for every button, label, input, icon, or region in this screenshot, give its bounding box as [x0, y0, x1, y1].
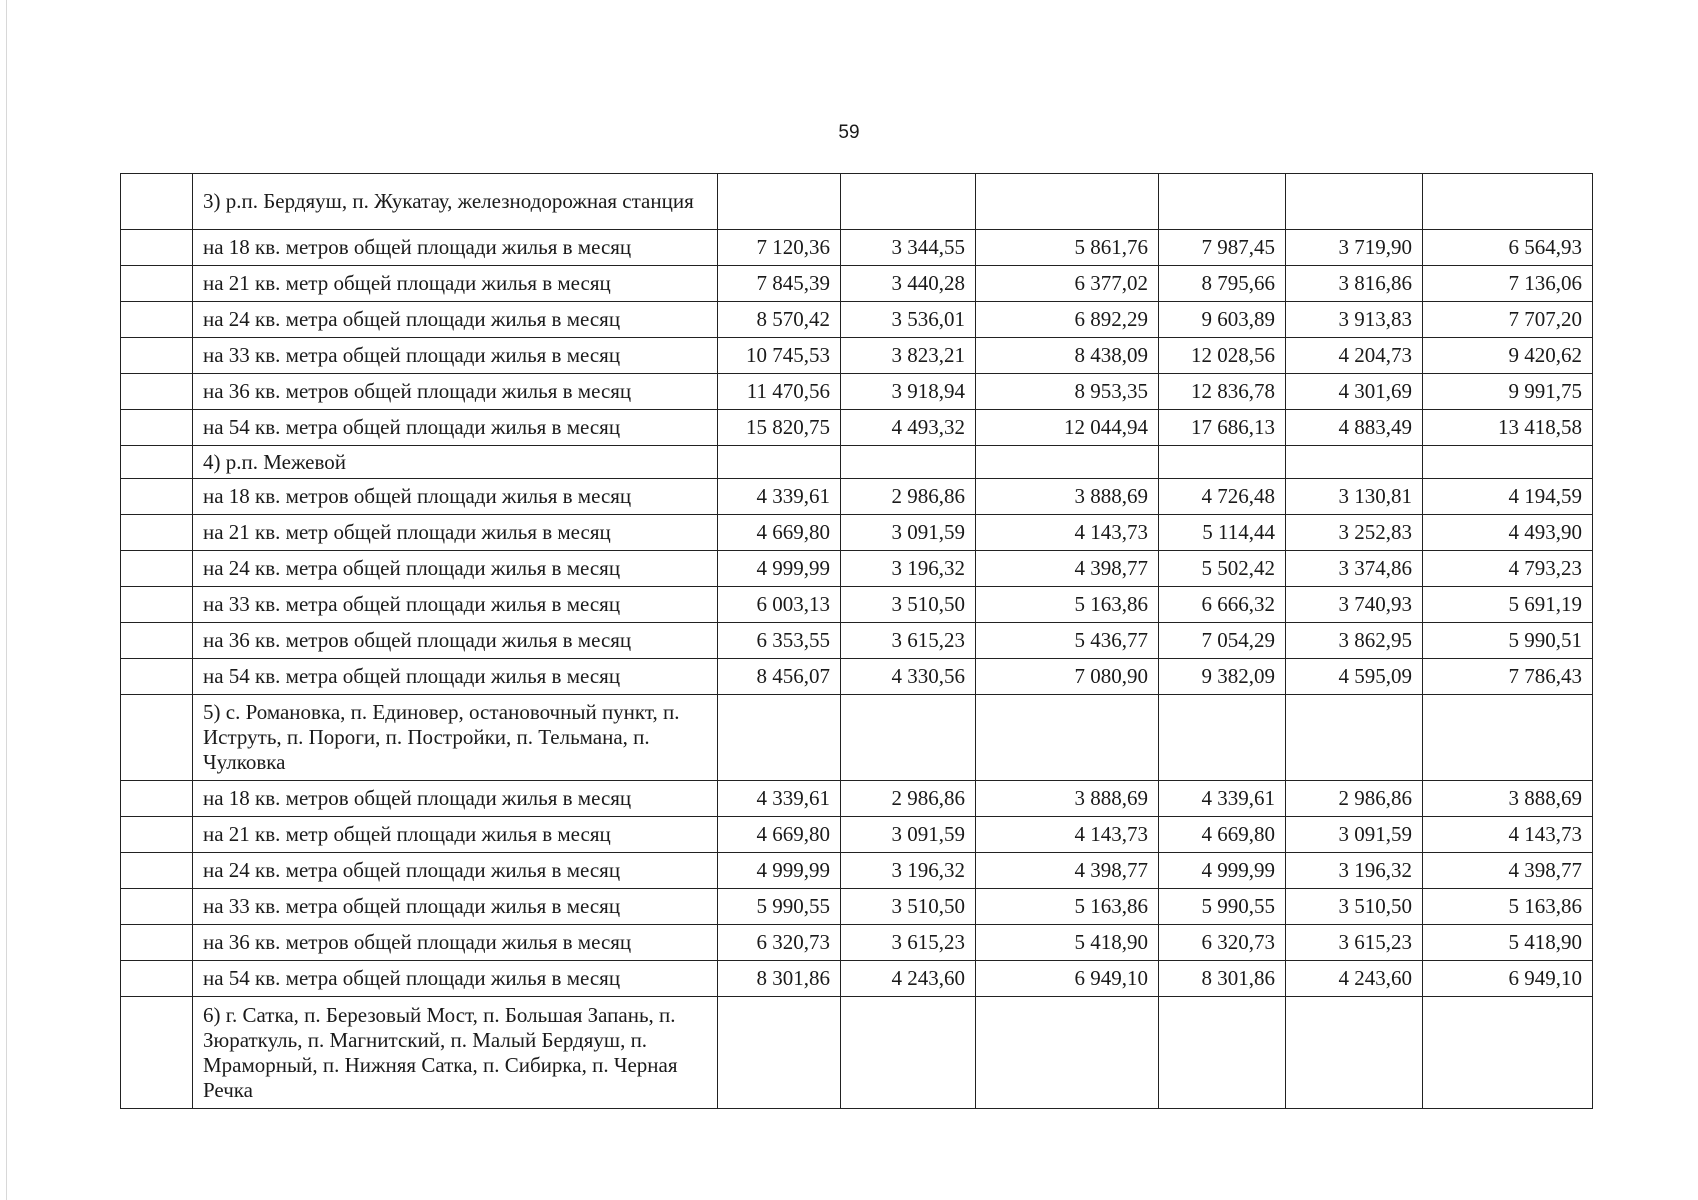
value-cell: 3 536,01 [841, 302, 976, 338]
value-cell: 7 707,20 [1423, 302, 1593, 338]
value-cell: 5 990,55 [1159, 889, 1286, 925]
row-label: на 33 кв. метра общей площади жилья в месяц [193, 889, 718, 925]
empty-cell [1159, 997, 1286, 1109]
table-row [121, 302, 1593, 338]
value-cell: 17 686,13 [1159, 410, 1286, 446]
row-number-cell [121, 853, 193, 889]
row-label: на 33 кв. метра общей площади жилья в месяц [193, 587, 718, 623]
value-cell: 3 510,50 [841, 587, 976, 623]
value-cell: 4 398,77 [976, 853, 1159, 889]
row-label: на 24 кв. метра общей площади жилья в месяц [193, 853, 718, 889]
value-cell: 2 986,86 [1286, 781, 1423, 817]
value-cell: 4 204,73 [1286, 338, 1423, 374]
value-cell: 4 194,59 [1423, 479, 1593, 515]
table-row [121, 374, 1593, 410]
value-cell: 7 136,06 [1423, 266, 1593, 302]
value-cell: 4 669,80 [718, 817, 841, 853]
value-cell: 11 470,56 [718, 374, 841, 410]
row-label: на 54 кв. метра общей площади жилья в месяц [193, 659, 718, 695]
section-header-row [121, 695, 1593, 781]
table-row [121, 659, 1593, 695]
table-row [121, 889, 1593, 925]
empty-cell [1423, 695, 1593, 781]
empty-cell [841, 174, 976, 230]
value-cell: 6 377,02 [976, 266, 1159, 302]
value-cell: 3 816,86 [1286, 266, 1423, 302]
value-cell: 3 510,50 [1286, 889, 1423, 925]
value-cell: 7 054,29 [1159, 623, 1286, 659]
table-row [121, 623, 1593, 659]
table-row [121, 781, 1593, 817]
page-number: 59 [838, 122, 860, 143]
table-row [121, 410, 1593, 446]
value-cell: 4 339,61 [718, 781, 841, 817]
empty-cell [976, 997, 1159, 1109]
row-label: на 36 кв. метров общей площади жилья в месяц [193, 374, 718, 410]
section-header: 4) р.п. Межевой [193, 446, 718, 479]
value-cell: 6 949,10 [1423, 961, 1593, 997]
empty-cell [976, 695, 1159, 781]
table-body [121, 174, 1593, 1109]
value-cell: 13 418,58 [1423, 410, 1593, 446]
row-number-cell [121, 695, 193, 781]
value-cell: 3 091,59 [1286, 817, 1423, 853]
value-cell: 3 196,32 [841, 551, 976, 587]
table-row [121, 551, 1593, 587]
row-label: на 18 кв. метров общей площади жилья в месяц [193, 230, 718, 266]
value-cell: 3 823,21 [841, 338, 976, 374]
value-cell: 4 595,09 [1286, 659, 1423, 695]
row-number-cell [121, 817, 193, 853]
tariff-table [120, 173, 1593, 1109]
row-label: на 21 кв. метр общей площади жилья в месяц [193, 817, 718, 853]
row-number-cell [121, 781, 193, 817]
value-cell: 3 888,69 [1423, 781, 1593, 817]
row-number-cell [121, 587, 193, 623]
value-cell: 3 615,23 [1286, 925, 1423, 961]
value-cell: 4 143,73 [976, 515, 1159, 551]
value-cell: 4 143,73 [976, 817, 1159, 853]
value-cell: 3 091,59 [841, 817, 976, 853]
row-number-cell [121, 446, 193, 479]
value-cell: 3 918,94 [841, 374, 976, 410]
section-header: 6) г. Сатка, п. Березовый Мост, п. Большая Запань, п. Зюраткуль, п. Магнитский, п. Малый Бердяуш, п. Мраморный, п. Нижняя Сатка, п. Сибирка, п. Черная Речка [193, 997, 718, 1109]
row-number-cell [121, 479, 193, 515]
row-number-cell [121, 623, 193, 659]
row-label: на 21 кв. метр общей площади жилья в месяц [193, 515, 718, 551]
value-cell: 9 991,75 [1423, 374, 1593, 410]
value-cell: 4 669,80 [718, 515, 841, 551]
row-label: на 24 кв. метра общей площади жилья в месяц [193, 302, 718, 338]
value-cell: 6 892,29 [976, 302, 1159, 338]
value-cell: 3 615,23 [841, 925, 976, 961]
value-cell: 8 570,42 [718, 302, 841, 338]
empty-cell [1423, 174, 1593, 230]
row-label: на 33 кв. метра общей площади жилья в месяц [193, 338, 718, 374]
value-cell: 4 793,23 [1423, 551, 1593, 587]
empty-cell [1286, 695, 1423, 781]
value-cell: 3 862,95 [1286, 623, 1423, 659]
value-cell: 5 861,76 [976, 230, 1159, 266]
empty-cell [1159, 695, 1286, 781]
table-row [121, 853, 1593, 889]
empty-cell [1423, 446, 1593, 479]
value-cell: 4 883,49 [1286, 410, 1423, 446]
row-number-cell [121, 266, 193, 302]
value-cell: 3 130,81 [1286, 479, 1423, 515]
section-header: 5) с. Романовка, п. Единовер, остановочный пункт, п. Иструть, п. Пороги, п. Постройки, п. Тельмана, п. Чулковка [193, 695, 718, 781]
empty-cell [718, 174, 841, 230]
value-cell: 6 320,73 [718, 925, 841, 961]
row-number-cell [121, 302, 193, 338]
value-cell: 3 196,32 [1286, 853, 1423, 889]
value-cell: 3 888,69 [976, 479, 1159, 515]
row-label: на 36 кв. метров общей площади жилья в месяц [193, 925, 718, 961]
empty-cell [718, 997, 841, 1109]
row-number-cell [121, 374, 193, 410]
value-cell: 6 949,10 [976, 961, 1159, 997]
value-cell: 4 398,77 [1423, 853, 1593, 889]
scan-edge [6, 0, 7, 1200]
value-cell: 7 786,43 [1423, 659, 1593, 695]
value-cell: 6 320,73 [1159, 925, 1286, 961]
row-label: на 54 кв. метра общей площади жилья в месяц [193, 410, 718, 446]
value-cell: 4 999,99 [718, 551, 841, 587]
value-cell: 5 691,19 [1423, 587, 1593, 623]
value-cell: 12 044,94 [976, 410, 1159, 446]
value-cell: 3 374,86 [1286, 551, 1423, 587]
section-header-row [121, 174, 1593, 230]
empty-cell [1286, 174, 1423, 230]
table-row [121, 230, 1593, 266]
value-cell: 10 745,53 [718, 338, 841, 374]
value-cell: 8 438,09 [976, 338, 1159, 374]
table-row [121, 925, 1593, 961]
value-cell: 3 252,83 [1286, 515, 1423, 551]
row-number-cell [121, 410, 193, 446]
row-label: на 24 кв. метра общей площади жилья в месяц [193, 551, 718, 587]
value-cell: 4 330,56 [841, 659, 976, 695]
row-number-cell [121, 338, 193, 374]
row-label: на 18 кв. метров общей площади жилья в месяц [193, 479, 718, 515]
table-row [121, 479, 1593, 515]
row-number-cell [121, 925, 193, 961]
row-number-cell [121, 659, 193, 695]
table-row [121, 587, 1593, 623]
value-cell: 3 615,23 [841, 623, 976, 659]
value-cell: 12 836,78 [1159, 374, 1286, 410]
value-cell: 8 301,86 [1159, 961, 1286, 997]
empty-cell [718, 446, 841, 479]
value-cell: 3 719,90 [1286, 230, 1423, 266]
value-cell: 4 339,61 [1159, 781, 1286, 817]
value-cell: 5 418,90 [1423, 925, 1593, 961]
value-cell: 8 795,66 [1159, 266, 1286, 302]
empty-cell [1159, 174, 1286, 230]
empty-cell [718, 695, 841, 781]
value-cell: 6 564,93 [1423, 230, 1593, 266]
empty-cell [841, 446, 976, 479]
value-cell: 4 243,60 [1286, 961, 1423, 997]
empty-cell [1423, 997, 1593, 1109]
value-cell: 5 990,55 [718, 889, 841, 925]
value-cell: 2 986,86 [841, 479, 976, 515]
value-cell: 5 163,86 [976, 587, 1159, 623]
value-cell: 4 143,73 [1423, 817, 1593, 853]
value-cell: 6 353,55 [718, 623, 841, 659]
table-row [121, 961, 1593, 997]
value-cell: 5 418,90 [976, 925, 1159, 961]
value-cell: 5 502,42 [1159, 551, 1286, 587]
value-cell: 15 820,75 [718, 410, 841, 446]
value-cell: 4 493,90 [1423, 515, 1593, 551]
value-cell: 4 726,48 [1159, 479, 1286, 515]
table-row [121, 817, 1593, 853]
value-cell: 4 243,60 [841, 961, 976, 997]
value-cell: 7 987,45 [1159, 230, 1286, 266]
value-cell: 9 420,62 [1423, 338, 1593, 374]
value-cell: 5 436,77 [976, 623, 1159, 659]
value-cell: 4 339,61 [718, 479, 841, 515]
value-cell: 6 003,13 [718, 587, 841, 623]
value-cell: 3 510,50 [841, 889, 976, 925]
row-label: на 21 кв. метр общей площади жилья в месяц [193, 266, 718, 302]
value-cell: 4 301,69 [1286, 374, 1423, 410]
row-label: на 18 кв. метров общей площади жилья в месяц [193, 781, 718, 817]
row-number-cell [121, 997, 193, 1109]
value-cell: 3 913,83 [1286, 302, 1423, 338]
value-cell: 3 888,69 [976, 781, 1159, 817]
value-cell: 4 999,99 [1159, 853, 1286, 889]
empty-cell [841, 997, 976, 1109]
value-cell: 4 398,77 [976, 551, 1159, 587]
value-cell: 3 344,55 [841, 230, 976, 266]
section-header-row [121, 446, 1593, 479]
row-label: на 54 кв. метра общей площади жилья в месяц [193, 961, 718, 997]
row-number-cell [121, 551, 193, 587]
section-header: 3) р.п. Бердяуш, п. Жукатау, железнодорожная станция [193, 174, 718, 230]
value-cell: 5 990,51 [1423, 623, 1593, 659]
value-cell: 9 603,89 [1159, 302, 1286, 338]
row-number-cell [121, 174, 193, 230]
empty-cell [976, 446, 1159, 479]
section-header-row [121, 997, 1593, 1109]
value-cell: 4 493,32 [841, 410, 976, 446]
value-cell: 4 999,99 [718, 853, 841, 889]
value-cell: 12 028,56 [1159, 338, 1286, 374]
value-cell: 6 666,32 [1159, 587, 1286, 623]
empty-cell [1286, 446, 1423, 479]
table-row [121, 515, 1593, 551]
value-cell: 3 196,32 [841, 853, 976, 889]
table-row [121, 266, 1593, 302]
value-cell: 5 114,44 [1159, 515, 1286, 551]
value-cell: 3 091,59 [841, 515, 976, 551]
value-cell: 3 740,93 [1286, 587, 1423, 623]
value-cell: 2 986,86 [841, 781, 976, 817]
row-number-cell [121, 889, 193, 925]
table-row [121, 338, 1593, 374]
row-number-cell [121, 230, 193, 266]
value-cell: 7 845,39 [718, 266, 841, 302]
empty-cell [1159, 446, 1286, 479]
empty-cell [976, 174, 1159, 230]
value-cell: 9 382,09 [1159, 659, 1286, 695]
value-cell: 3 440,28 [841, 266, 976, 302]
value-cell: 8 301,86 [718, 961, 841, 997]
value-cell: 8 953,35 [976, 374, 1159, 410]
value-cell: 8 456,07 [718, 659, 841, 695]
empty-cell [1286, 997, 1423, 1109]
empty-cell [841, 695, 976, 781]
value-cell: 7 080,90 [976, 659, 1159, 695]
value-cell: 4 669,80 [1159, 817, 1286, 853]
row-number-cell [121, 515, 193, 551]
row-label: на 36 кв. метров общей площади жилья в месяц [193, 623, 718, 659]
value-cell: 7 120,36 [718, 230, 841, 266]
value-cell: 5 163,86 [976, 889, 1159, 925]
value-cell: 5 163,86 [1423, 889, 1593, 925]
row-number-cell [121, 961, 193, 997]
